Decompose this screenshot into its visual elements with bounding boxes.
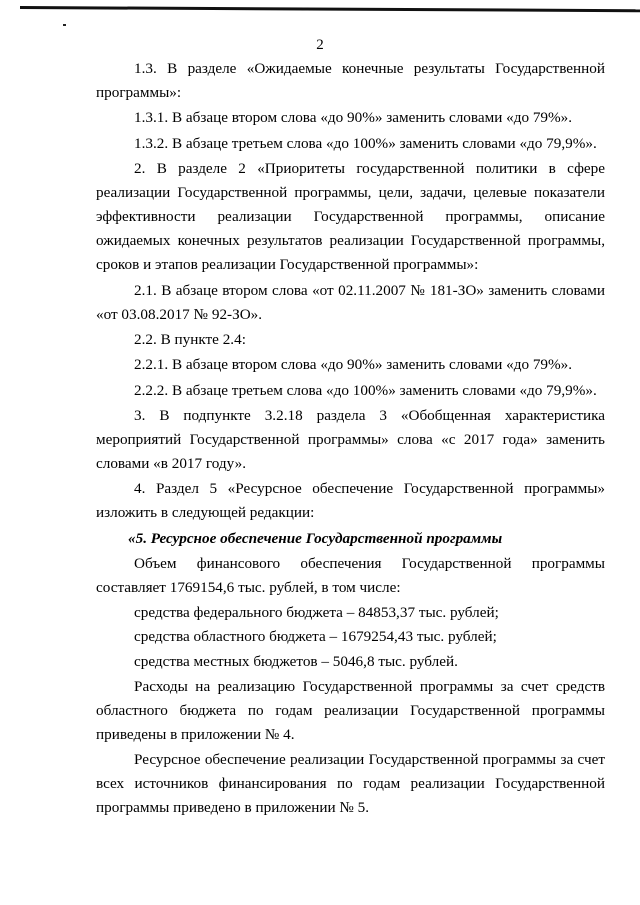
paragraph-2-2-1: 2.2.1. В абзаце втором слова «до 90%» заменить словами «до 79%». bbox=[134, 356, 573, 374]
regional-budget-line: средства областного бюджета – 1679254,43 тыс. рублей; bbox=[134, 628, 497, 646]
local-budget-line: средства местных бюджетов – 5046,8 тыс. рублей. bbox=[134, 652, 458, 670]
regional-expenses-paragraph: Расходы на реализацию Государственной программы за счет средств областного бюджета по годам реализации Государственной программы приведены в приложении № 4. bbox=[96, 677, 605, 743]
federal-budget-line: средства федерального бюджета – 84853,37 тыс. рублей; bbox=[134, 604, 499, 622]
top-scan-border bbox=[20, 6, 640, 12]
paragraph-1-3: 1.3. В разделе «Ожидаемые конечные результаты Государственной программы»: bbox=[96, 60, 605, 102]
paragraph-1-3-1: 1.3.1. В абзаце втором слова «до 90%» заменить словами «до 79%». bbox=[134, 109, 573, 127]
scan-speck bbox=[63, 24, 66, 26]
section-5-heading: «5. Ресурсное обеспечение Государственной программы bbox=[128, 529, 503, 547]
paragraph-2: 2. В разделе 2 «Приоритеты государственной политики в сфере реализации Государственной программы, цели, задачи, целевые показатели эффективности реализации Государственной программы, описание ожидаемых конечных результатов реализации Государственной программы, сроков и этапов реализации Государственной программы»: bbox=[96, 159, 605, 274]
page-number: 2 bbox=[316, 37, 324, 53]
resource-provision-paragraph: Ресурсное обеспечение реализации Государственной программы за счет всех источников финансирования по годам реализации Государственной программы приведено в приложении № 5. bbox=[96, 751, 605, 817]
paragraph-4: 4. Раздел 5 «Ресурсное обеспечение Государственной программы» изложить в следующей редакции: bbox=[96, 480, 605, 522]
paragraph-2-1: 2.1. В абзаце втором слова «от 02.11.2007 № 181-ЗО» заменить словами «от 03.08.2017 № 92-ЗО». bbox=[96, 281, 605, 323]
paragraph-2-2-2: 2.2.2. В абзаце третьем слова «до 100%» заменить словами «до 79,9%». bbox=[134, 381, 597, 399]
paragraph-3: 3. В подпункте 3.2.18 раздела 3 «Обобщенная характеристика мероприятий Государственной программы» слова «с 2017 года» заменить словами «в 2017 году». bbox=[96, 406, 605, 472]
paragraph-2-2: 2.2. В пункте 2.4: bbox=[134, 330, 246, 348]
paragraph-1-3-2: 1.3.2. В абзаце третьем слова «до 100%» заменить словами «до 79,9%». bbox=[134, 134, 597, 152]
document-body bbox=[96, 57, 605, 821]
funding-total-paragraph: Объем финансового обеспечения Государственной программы составляет 1769154,6 тыс. рублей, в том числе: bbox=[96, 554, 605, 597]
